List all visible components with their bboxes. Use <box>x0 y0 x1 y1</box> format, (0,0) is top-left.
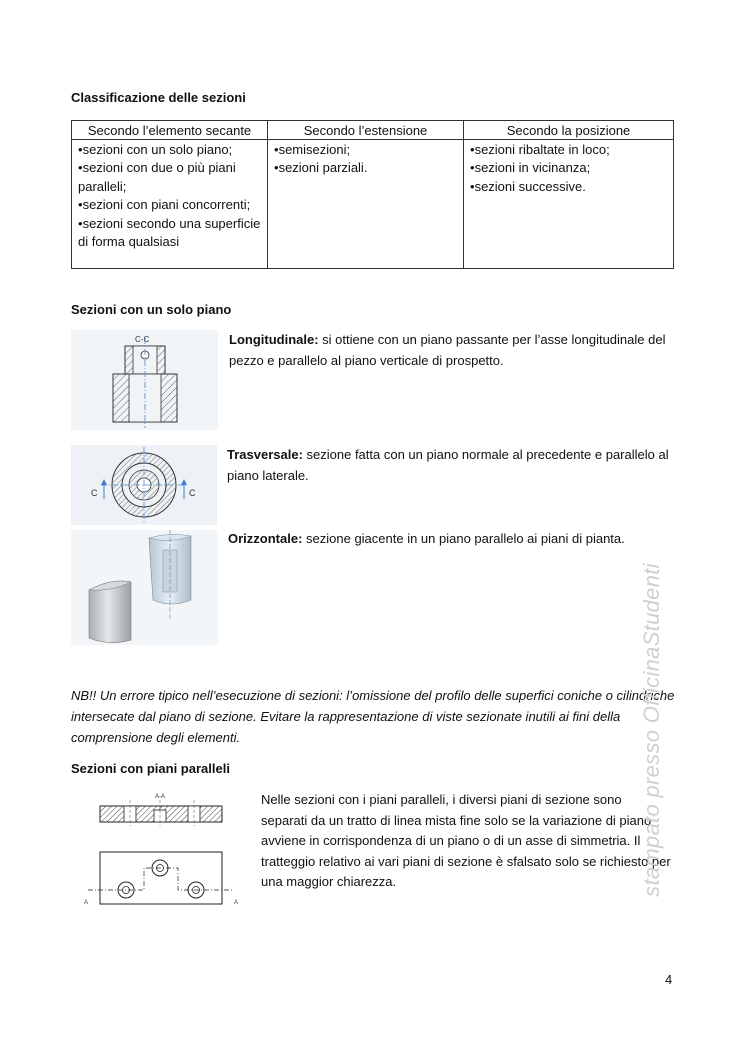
transverse-term: Trasversale: <box>227 447 303 462</box>
list-item: • sezioni in vicinanza; <box>470 159 667 177</box>
transverse-section-figure <box>71 445 217 525</box>
section-label-right: A <box>234 900 239 906</box>
table-row <box>72 140 674 269</box>
list-item: • sezioni con piani concorrenti; <box>78 196 261 214</box>
list-item: • sezioni con un solo piano; <box>78 141 261 159</box>
table-cell <box>268 140 464 269</box>
table-header: Secondo l’estensione <box>268 121 464 140</box>
section-label-right: C <box>189 488 196 498</box>
section-label-left: C <box>91 488 98 498</box>
list-item: • semisezioni; <box>274 141 457 159</box>
parallel-planes-figure <box>82 790 244 908</box>
table-cell <box>464 140 674 269</box>
heading-single-plane: Sezioni con un solo piano <box>71 302 232 317</box>
longitudinal-term: Longitudinale: <box>229 332 319 347</box>
longitudinal-paragraph <box>229 330 669 371</box>
nb-note: NB!! Un errore tipico nell’esecuzione di sezioni: l’omissione del profilo delle superfici coniche o cilindriche intersecate dal piano di sezione. Evitare la rappresentazione di viste sezionate inutili ai fini della comprensione degli elementi. <box>71 688 675 745</box>
table-header: Secondo l’elemento secante <box>72 121 268 140</box>
horizontal-section-figure <box>71 530 218 645</box>
list-item: • sezioni ribaltate in loco; <box>470 141 667 159</box>
list-item: • sezioni con due o più piani paralleli; <box>78 159 261 196</box>
horizontal-text: sezione giacente in un piano parallelo ai piani di pianta. <box>302 531 625 546</box>
parallel-paragraph: Nelle sezioni con i piani paralleli, i diversi piani di sezione sono separati da un tratto di linea mista fine solo se la variazione di piano avviene in corrispondenza di un piano o di un asse di simmetria. Il tratteggio relativo ai vari piani di sezione è sfalsato solo se richiesto per una maggior chiarezza. <box>261 792 671 889</box>
table-cell <box>72 140 268 269</box>
section-label-left: A <box>84 900 89 906</box>
longitudinal-text: si ottiene con un piano passante per l’asse longitudinale del pezzo e parallelo al piano verticale di prospetto. <box>229 332 666 368</box>
classification-table <box>71 120 674 269</box>
watermark: stampato presso OfficinaStudenti <box>639 563 664 897</box>
list-item: • sezioni secondo una superficie di forma qualsiasi <box>78 215 261 252</box>
transverse-text: sezione fatta con un piano normale al precedente e parallelo al piano laterale. <box>227 447 669 483</box>
transverse-paragraph <box>227 445 672 486</box>
heading-classification: Classificazione delle sezioni <box>71 90 246 105</box>
horizontal-term: Orizzontale: <box>228 531 303 546</box>
page-number: 4 <box>665 972 673 987</box>
list-item: • sezioni successive. <box>470 178 667 196</box>
horizontal-paragraph <box>228 529 673 550</box>
table-header: Secondo la posizione <box>464 121 674 140</box>
heading-parallel-planes: Sezioni con piani paralleli <box>71 761 230 776</box>
figure-label-cc: C-C <box>135 335 150 344</box>
longitudinal-section-figure <box>71 330 218 430</box>
list-item: • sezioni parziali. <box>274 159 457 177</box>
section-title-aa: A-A <box>155 794 166 800</box>
